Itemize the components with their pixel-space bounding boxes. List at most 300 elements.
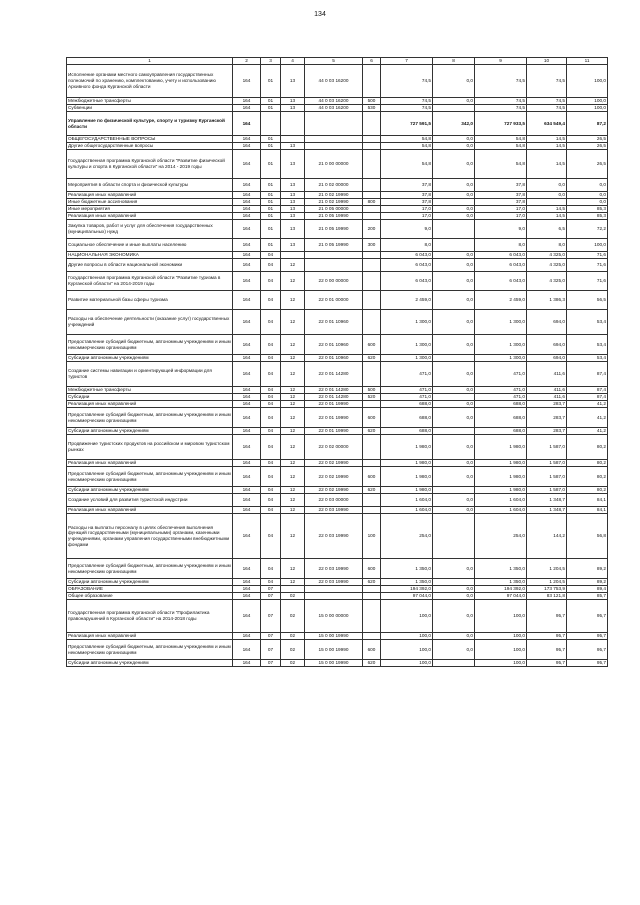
header-cell: 10 bbox=[527, 58, 567, 65]
subsection-code: 12 bbox=[281, 559, 305, 579]
table-row bbox=[67, 335, 608, 355]
subsection-code: 12 bbox=[281, 259, 305, 272]
table-row bbox=[67, 507, 608, 514]
percent-executed-cell: 56,8 bbox=[567, 514, 608, 559]
target-article-code: 22 0 01 10960 bbox=[305, 355, 363, 362]
percent-executed-cell: 26,5 bbox=[567, 150, 608, 179]
section-code: 07 bbox=[261, 633, 281, 640]
admin-code: 164 bbox=[233, 633, 261, 640]
row-name: Расходы на обеспечение деятельности (оказание услуг) государственных учреждений bbox=[67, 310, 233, 335]
table-row bbox=[67, 65, 608, 98]
amount-cell: 8,0 bbox=[381, 239, 433, 252]
admin-code: 164 bbox=[233, 65, 261, 98]
amount-cell: 727 591,5 bbox=[381, 112, 433, 136]
subsection-code: 02 bbox=[281, 593, 305, 600]
percent-executed-cell: 95,7 bbox=[567, 660, 608, 667]
table-row bbox=[67, 435, 608, 460]
subsection-code: 13 bbox=[281, 143, 305, 150]
percent-executed-cell: 41,2 bbox=[567, 408, 608, 428]
subsection-code: 12 bbox=[281, 460, 305, 467]
table-row bbox=[67, 394, 608, 401]
admin-code: 164 bbox=[233, 213, 261, 220]
admin-code: 164 bbox=[233, 259, 261, 272]
expense-type-code bbox=[363, 143, 381, 150]
target-article-code bbox=[305, 136, 363, 143]
row-name: Другие вопросы в области национальной экономики bbox=[67, 259, 233, 272]
section-code: 01 bbox=[261, 98, 281, 105]
amended-amount-cell: 1 300,0 bbox=[475, 355, 527, 362]
executed-amount-cell: 4 325,0 bbox=[527, 272, 567, 291]
change-cell: 0,0 bbox=[433, 633, 475, 640]
admin-code: 164 bbox=[233, 112, 261, 136]
subsection-code: 02 bbox=[281, 633, 305, 640]
change-cell: 0,0 bbox=[433, 507, 475, 514]
admin-code: 164 bbox=[233, 105, 261, 112]
section-code: 01 bbox=[261, 192, 281, 199]
amount-cell: 17,0 bbox=[381, 213, 433, 220]
amended-amount-cell: 1 980,0 bbox=[475, 435, 527, 460]
amended-amount-cell: 100,0 bbox=[475, 660, 527, 667]
section-code: 07 bbox=[261, 640, 281, 660]
target-article-code: 21 0 05 19990 bbox=[305, 220, 363, 239]
executed-amount-cell: 95,7 bbox=[527, 660, 567, 667]
amount-cell: 1 604,0 bbox=[381, 494, 433, 507]
amount-cell: 54,8 bbox=[381, 136, 433, 143]
subsection-code: 12 bbox=[281, 310, 305, 335]
expense-type-code: 600 bbox=[363, 408, 381, 428]
section-code: 04 bbox=[261, 467, 281, 487]
executed-amount-cell: 283,7 bbox=[527, 401, 567, 408]
amount-cell: 100,0 bbox=[381, 600, 433, 633]
executed-amount-cell: 694,0 bbox=[527, 335, 567, 355]
target-article-code: 22 0 01 14280 bbox=[305, 394, 363, 401]
amended-amount-cell: 1 980,0 bbox=[475, 467, 527, 487]
amended-amount-cell: 471,0 bbox=[475, 387, 527, 394]
expense-type-code: 600 bbox=[363, 467, 381, 487]
change-cell bbox=[433, 428, 475, 435]
header-row bbox=[67, 58, 608, 65]
row-name: Управление по физической культуре, спорту и туризму Курганской области bbox=[67, 112, 233, 136]
target-article-code: 22 0 03 19990 bbox=[305, 579, 363, 586]
executed-amount-cell: 95,7 bbox=[527, 640, 567, 660]
section-code: 07 bbox=[261, 586, 281, 593]
row-name: Предоставление субсидий бюджетным, автономным учреждениям и иным некоммерческим организациям bbox=[67, 559, 233, 579]
amended-amount-cell: 194 392,0 bbox=[475, 586, 527, 593]
target-article-code: 21 0 02 19990 bbox=[305, 192, 363, 199]
table-row bbox=[67, 272, 608, 291]
table-row bbox=[67, 633, 608, 640]
amount-cell: 37,8 bbox=[381, 199, 433, 206]
admin-code: 164 bbox=[233, 252, 261, 259]
change-cell: 0,0 bbox=[433, 586, 475, 593]
amount-cell: 74,5 bbox=[381, 98, 433, 105]
change-cell: 0,0 bbox=[433, 98, 475, 105]
table-row bbox=[67, 136, 608, 143]
change-cell: 0,0 bbox=[433, 435, 475, 460]
change-cell bbox=[433, 239, 475, 252]
admin-code: 164 bbox=[233, 98, 261, 105]
expense-type-code bbox=[363, 150, 381, 179]
percent-executed-cell: 85,3 bbox=[567, 206, 608, 213]
amount-cell: 1 980,0 bbox=[381, 487, 433, 494]
percent-executed-cell: 89,4 bbox=[567, 586, 608, 593]
target-article-code: 15 0 00 19990 bbox=[305, 640, 363, 660]
executed-amount-cell: 14,5 bbox=[527, 136, 567, 143]
subsection-code: 13 bbox=[281, 98, 305, 105]
row-name: Субсидии автономным учреждениям bbox=[67, 579, 233, 586]
percent-executed-cell: 56,5 bbox=[567, 291, 608, 310]
amended-amount-cell: 97 044,0 bbox=[475, 593, 527, 600]
section-code: 04 bbox=[261, 272, 281, 291]
amended-amount-cell: 6 043,0 bbox=[475, 272, 527, 291]
admin-code: 164 bbox=[233, 600, 261, 633]
header-cell: 11 bbox=[567, 58, 608, 65]
executed-amount-cell: 95,7 bbox=[527, 600, 567, 633]
amount-cell: 100,0 bbox=[381, 660, 433, 667]
expense-type-code bbox=[363, 179, 381, 192]
expense-type-code: 520 bbox=[363, 394, 381, 401]
target-article-code: 21 0 02 19990 bbox=[305, 199, 363, 206]
target-article-code bbox=[305, 252, 363, 259]
executed-amount-cell: 83 121,8 bbox=[527, 593, 567, 600]
amended-amount-cell: 100,0 bbox=[475, 633, 527, 640]
amount-cell: 17,0 bbox=[381, 206, 433, 213]
amended-amount-cell: 37,8 bbox=[475, 179, 527, 192]
admin-code: 164 bbox=[233, 428, 261, 435]
admin-code: 164 bbox=[233, 435, 261, 460]
amount-cell: 471,0 bbox=[381, 394, 433, 401]
expense-type-code: 620 bbox=[363, 428, 381, 435]
amount-cell: 9,0 bbox=[381, 220, 433, 239]
percent-executed-cell: 53,4 bbox=[567, 355, 608, 362]
section-code: 04 bbox=[261, 435, 281, 460]
row-name: Расходы на выплаты персоналу в целях обеспечения выполнения функций государственными (муниципальными) органами, казенными учреждениями, органами управления государственными внебюджетными фондами bbox=[67, 514, 233, 559]
expense-type-code: 500 bbox=[363, 387, 381, 394]
expense-type-code bbox=[363, 136, 381, 143]
table-row bbox=[67, 559, 608, 579]
section-code: 07 bbox=[261, 660, 281, 667]
change-cell: 0,0 bbox=[433, 600, 475, 633]
executed-amount-cell: 283,7 bbox=[527, 408, 567, 428]
percent-executed-cell: 80,2 bbox=[567, 460, 608, 467]
target-article-code: 22 0 01 19990 bbox=[305, 408, 363, 428]
table-row bbox=[67, 640, 608, 660]
subsection-code: 12 bbox=[281, 507, 305, 514]
target-article-code: 21 0 05 00000 bbox=[305, 206, 363, 213]
expense-type-code: 620 bbox=[363, 487, 381, 494]
row-name: Исполнение органами местного самоуправления государственных полномочий по хранению, комплектованию, учету и использованию Архивного фонда Курганской области bbox=[67, 65, 233, 98]
percent-executed-cell: 87,4 bbox=[567, 387, 608, 394]
subsection-code: 02 bbox=[281, 660, 305, 667]
table-row bbox=[67, 660, 608, 667]
change-cell: 0,0 bbox=[433, 467, 475, 487]
section-code: 04 bbox=[261, 507, 281, 514]
header-cell: 1 bbox=[67, 58, 233, 65]
change-cell: 0,0 bbox=[433, 150, 475, 179]
admin-code: 164 bbox=[233, 467, 261, 487]
amount-cell: 74,5 bbox=[381, 65, 433, 98]
section-code: 04 bbox=[261, 401, 281, 408]
target-article-code: 22 0 01 00000 bbox=[305, 291, 363, 310]
amended-amount-cell: 37,8 bbox=[475, 192, 527, 199]
amount-cell: 6 043,0 bbox=[381, 259, 433, 272]
target-article-code: 44 0 03 16200 bbox=[305, 98, 363, 105]
expense-type-code bbox=[363, 593, 381, 600]
amount-cell: 1 300,0 bbox=[381, 310, 433, 335]
admin-code: 164 bbox=[233, 206, 261, 213]
change-cell bbox=[433, 487, 475, 494]
amount-cell: 54,8 bbox=[381, 150, 433, 179]
target-article-code: 22 0 02 19990 bbox=[305, 467, 363, 487]
table-row bbox=[67, 593, 608, 600]
amount-cell: 97 044,0 bbox=[381, 593, 433, 600]
target-article-code: 22 0 00 00000 bbox=[305, 272, 363, 291]
header-cell: 5 bbox=[305, 58, 363, 65]
admin-code: 164 bbox=[233, 150, 261, 179]
executed-amount-cell: 14,5 bbox=[527, 143, 567, 150]
executed-amount-cell bbox=[527, 199, 567, 206]
percent-executed-cell: 53,4 bbox=[567, 310, 608, 335]
subsection-code: 13 bbox=[281, 199, 305, 206]
amended-amount-cell: 17,0 bbox=[475, 206, 527, 213]
amount-cell: 471,0 bbox=[381, 387, 433, 394]
admin-code: 164 bbox=[233, 239, 261, 252]
section-code: 04 bbox=[261, 335, 281, 355]
executed-amount-cell: 694,0 bbox=[527, 310, 567, 335]
expense-type-code bbox=[363, 362, 381, 387]
change-cell: 0,0 bbox=[433, 494, 475, 507]
expense-type-code bbox=[363, 507, 381, 514]
subsection-code: 12 bbox=[281, 408, 305, 428]
row-name: Реализация иных направлений bbox=[67, 192, 233, 199]
target-article-code: 22 0 03 19990 bbox=[305, 559, 363, 579]
amended-amount-cell: 1 350,0 bbox=[475, 579, 527, 586]
amount-cell: 6 043,0 bbox=[381, 272, 433, 291]
expense-type-code bbox=[363, 494, 381, 507]
amount-cell: 1 980,0 bbox=[381, 435, 433, 460]
amount-cell: 1 604,0 bbox=[381, 507, 433, 514]
amount-cell: 471,0 bbox=[381, 362, 433, 387]
table-row bbox=[67, 487, 608, 494]
section-code: 04 bbox=[261, 387, 281, 394]
change-cell: 0,0 bbox=[433, 252, 475, 259]
percent-executed-cell: 0,0 bbox=[567, 192, 608, 199]
subsection-code: 12 bbox=[281, 435, 305, 460]
executed-amount-cell: 283,7 bbox=[527, 428, 567, 435]
percent-executed-cell: 0,0 bbox=[567, 199, 608, 206]
executed-amount-cell: 0,0 bbox=[527, 179, 567, 192]
row-name: Предоставление субсидий бюджетным, автономным учреждениям и иным некоммерческим организациям bbox=[67, 335, 233, 355]
table-row bbox=[67, 401, 608, 408]
executed-amount-cell: 411,6 bbox=[527, 362, 567, 387]
row-name: Предоставление субсидий бюджетным, автономным учреждениям и иным некоммерческим организациям bbox=[67, 640, 233, 660]
subsection-code: 13 bbox=[281, 150, 305, 179]
change-cell: 0,0 bbox=[433, 259, 475, 272]
row-name: Государственная программа Курганской области "Развитие туризма в Курганской области" на 2014-2019 годы bbox=[67, 272, 233, 291]
table-row bbox=[67, 150, 608, 179]
table-row bbox=[67, 600, 608, 633]
table-row bbox=[67, 206, 608, 213]
section-code: 04 bbox=[261, 394, 281, 401]
percent-executed-cell: 89,2 bbox=[567, 559, 608, 579]
admin-code: 164 bbox=[233, 355, 261, 362]
header-cell: 3 bbox=[261, 58, 281, 65]
change-cell: 0,0 bbox=[433, 179, 475, 192]
amended-amount-cell: 74,5 bbox=[475, 105, 527, 112]
amended-amount-cell: 100,0 bbox=[475, 640, 527, 660]
change-cell: 0,0 bbox=[433, 387, 475, 394]
amount-cell: 100,0 bbox=[381, 640, 433, 660]
expense-type-code: 620 bbox=[363, 579, 381, 586]
amount-cell: 688,0 bbox=[381, 408, 433, 428]
executed-amount-cell: 1 587,0 bbox=[527, 435, 567, 460]
table-row bbox=[67, 467, 608, 487]
target-article-code: 44 0 03 16200 bbox=[305, 65, 363, 98]
subsection-code: 13 bbox=[281, 206, 305, 213]
percent-executed-cell: 71,6 bbox=[567, 252, 608, 259]
executed-amount-cell: 8,0 bbox=[527, 239, 567, 252]
admin-code: 164 bbox=[233, 660, 261, 667]
target-article-code: 21 0 05 19990 bbox=[305, 239, 363, 252]
section-code: 04 bbox=[261, 252, 281, 259]
subsection-code: 12 bbox=[281, 579, 305, 586]
amount-cell: 37,8 bbox=[381, 192, 433, 199]
row-name: Реализация иных направлений bbox=[67, 633, 233, 640]
percent-executed-cell: 95,7 bbox=[567, 600, 608, 633]
admin-code: 164 bbox=[233, 291, 261, 310]
subsection-code: 13 bbox=[281, 105, 305, 112]
change-cell: 0,0 bbox=[433, 401, 475, 408]
change-cell: 0,0 bbox=[433, 310, 475, 335]
subsection-code: 13 bbox=[281, 213, 305, 220]
section-code: 01 bbox=[261, 213, 281, 220]
budget-table bbox=[66, 57, 608, 667]
table-row bbox=[67, 179, 608, 192]
subsection-code: 13 bbox=[281, 179, 305, 192]
row-name: ОБРАЗОВАНИЕ bbox=[67, 586, 233, 593]
amended-amount-cell: 688,0 bbox=[475, 401, 527, 408]
percent-executed-cell: 80,2 bbox=[567, 467, 608, 487]
row-name: Создание системы навигации и ориентирующей информации для туристов bbox=[67, 362, 233, 387]
target-article-code: 22 0 01 14280 bbox=[305, 387, 363, 394]
section-code: 04 bbox=[261, 460, 281, 467]
expense-type-code bbox=[363, 272, 381, 291]
header-cell: 9 bbox=[475, 58, 527, 65]
section-code: 04 bbox=[261, 259, 281, 272]
target-article-code: 15 0 00 00000 bbox=[305, 600, 363, 633]
subsection-code: 13 bbox=[281, 220, 305, 239]
target-article-code: 22 0 03 19990 bbox=[305, 514, 363, 559]
target-article-code: 22 0 01 19990 bbox=[305, 428, 363, 435]
row-name: Закупка товаров, работ и услуг для обеспечения государственных (муниципальных) нужд bbox=[67, 220, 233, 239]
section-code: 04 bbox=[261, 291, 281, 310]
subsection-code bbox=[281, 586, 305, 593]
header-cell: 8 bbox=[433, 58, 475, 65]
executed-amount-cell: 14,5 bbox=[527, 206, 567, 213]
amount-cell: 100,0 bbox=[381, 633, 433, 640]
percent-executed-cell: 95,7 bbox=[567, 633, 608, 640]
percent-executed-cell: 41,2 bbox=[567, 401, 608, 408]
row-name: Межбюджетные трансферты bbox=[67, 387, 233, 394]
executed-amount-cell: 1 348,7 bbox=[527, 494, 567, 507]
table-row bbox=[67, 387, 608, 394]
section-code: 04 bbox=[261, 514, 281, 559]
percent-executed-cell: 85,7 bbox=[567, 593, 608, 600]
subsection-code: 13 bbox=[281, 192, 305, 199]
executed-amount-cell: 95,7 bbox=[527, 633, 567, 640]
subsection-code bbox=[281, 112, 305, 136]
header-cell: 6 bbox=[363, 58, 381, 65]
row-name: Реализация иных направлений bbox=[67, 213, 233, 220]
executed-amount-cell: 1 348,7 bbox=[527, 507, 567, 514]
section-code: 04 bbox=[261, 428, 281, 435]
executed-amount-cell: 14,5 bbox=[527, 213, 567, 220]
section-code: 01 bbox=[261, 143, 281, 150]
amended-amount-cell: 1 300,0 bbox=[475, 310, 527, 335]
amount-cell: 194 392,0 bbox=[381, 586, 433, 593]
change-cell bbox=[433, 579, 475, 586]
percent-executed-cell: 84,1 bbox=[567, 507, 608, 514]
amended-amount-cell: 471,0 bbox=[475, 362, 527, 387]
percent-executed-cell: 87,4 bbox=[567, 362, 608, 387]
table-row bbox=[67, 408, 608, 428]
expense-type-code: 800 bbox=[363, 199, 381, 206]
admin-code: 164 bbox=[233, 487, 261, 494]
target-article-code: 22 0 01 10960 bbox=[305, 335, 363, 355]
section-code: 01 bbox=[261, 150, 281, 179]
subsection-code: 12 bbox=[281, 487, 305, 494]
amended-amount-cell: 688,0 bbox=[475, 408, 527, 428]
subsection-code bbox=[281, 136, 305, 143]
target-article-code: 21 0 05 19990 bbox=[305, 213, 363, 220]
change-cell bbox=[433, 660, 475, 667]
amended-amount-cell: 6 043,0 bbox=[475, 252, 527, 259]
table-row bbox=[67, 259, 608, 272]
admin-code: 164 bbox=[233, 143, 261, 150]
subsection-code: 12 bbox=[281, 272, 305, 291]
percent-executed-cell: 100,0 bbox=[567, 105, 608, 112]
percent-executed-cell: 100,0 bbox=[567, 98, 608, 105]
executed-amount-cell: 144,2 bbox=[527, 514, 567, 559]
change-cell: 0,0 bbox=[433, 206, 475, 213]
percent-executed-cell: 71,6 bbox=[567, 272, 608, 291]
table-row bbox=[67, 239, 608, 252]
table-row bbox=[67, 199, 608, 206]
amended-amount-cell: 1 604,0 bbox=[475, 507, 527, 514]
target-article-code bbox=[305, 259, 363, 272]
subsection-code: 12 bbox=[281, 401, 305, 408]
subsection-code: 12 bbox=[281, 494, 305, 507]
expense-type-code: 300 bbox=[363, 239, 381, 252]
executed-amount-cell: 74,5 bbox=[527, 105, 567, 112]
amount-cell: 688,0 bbox=[381, 401, 433, 408]
table-body bbox=[67, 58, 608, 667]
amount-cell: 1 300,0 bbox=[381, 355, 433, 362]
amount-cell: 37,8 bbox=[381, 179, 433, 192]
subsection-code: 12 bbox=[281, 387, 305, 394]
subsection-code: 02 bbox=[281, 640, 305, 660]
change-cell bbox=[433, 220, 475, 239]
table-row bbox=[67, 143, 608, 150]
change-cell bbox=[433, 394, 475, 401]
section-code: 01 bbox=[261, 206, 281, 213]
admin-code: 164 bbox=[233, 394, 261, 401]
row-name: Реализация иных направлений bbox=[67, 401, 233, 408]
percent-executed-cell: 71,6 bbox=[567, 259, 608, 272]
row-name: Иные мероприятия bbox=[67, 206, 233, 213]
target-article-code: 22 0 02 19990 bbox=[305, 487, 363, 494]
percent-executed-cell: 26,5 bbox=[567, 136, 608, 143]
